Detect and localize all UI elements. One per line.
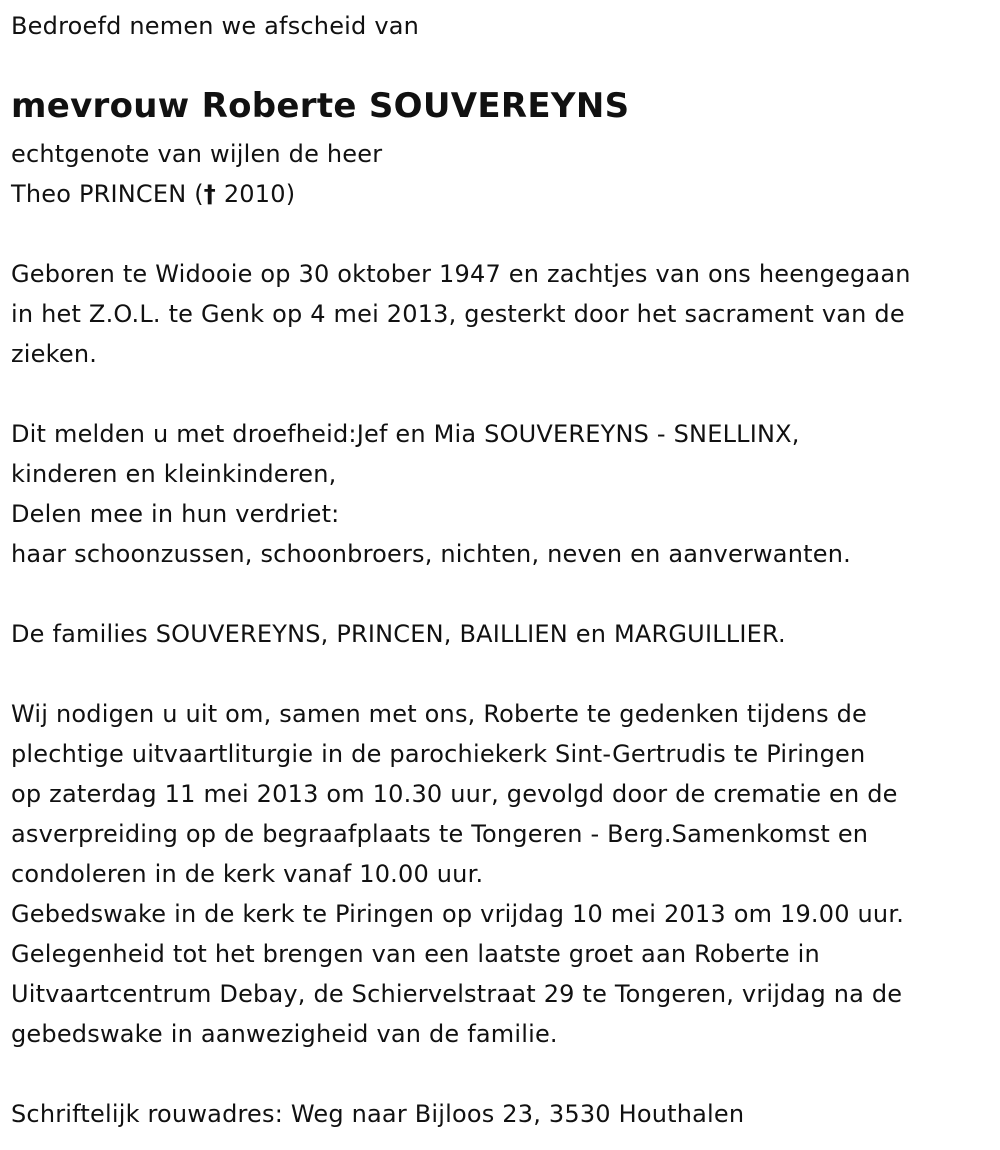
family-section — [11, 414, 851, 574]
mourning-address: Schriftelijk rouwadres: Weg naar Bijloos 23, 3530 Houthalen — [11, 1100, 745, 1128]
invite-line: Gebedswake in de kerk te Piringen op vrijdag 10 mei 2013 om 19.00 uur. — [11, 900, 905, 928]
invite-line: Wij nodigen u uit om, samen met ons, Roberte te gedenken tijdens de — [11, 700, 868, 728]
family-line: haar schoonzussen, schoonbroers, nichten, neven en aanverwanten. — [11, 540, 851, 568]
spouse-name: Theo PRINCEN ( — [11, 180, 204, 208]
spouse-name-line — [11, 174, 382, 214]
invite-line: op zaterdag 11 mei 2013 om 10.30 uur, gevolgd door de crematie en de — [11, 780, 898, 808]
invite-line: asverpreiding op de begraafplaats te Tongeren - Berg.Samenkomst en — [11, 820, 869, 848]
family-line: Delen mee in hun verdriet: — [11, 500, 340, 528]
invite-line: Gelegenheid tot het brengen van een laatste groet aan Roberte in — [11, 940, 820, 968]
invitation-section — [11, 694, 904, 1054]
families-section — [11, 614, 786, 654]
birth-line: Geboren te Widooie op 30 oktober 1947 en zachtjes van ons heengegaan — [11, 260, 911, 288]
invite-line: condoleren in de kerk vanaf 10.00 uur. — [11, 860, 484, 888]
spouse-line: echtgenote van wijlen de heer — [11, 140, 383, 168]
intro-text: Bedroefd nemen we afscheid van — [11, 12, 420, 40]
birth-line: zieken. — [11, 340, 98, 368]
spouse-death-year: 2010) — [216, 180, 296, 208]
birth-line: in het Z.O.L. te Genk op 4 mei 2013, gesterkt door het sacrament van de — [11, 300, 905, 328]
address-section — [11, 1094, 744, 1134]
invite-line: plechtige uitvaartliturgie in de parochiekerk Sint-Gertrudis te Piringen — [11, 740, 866, 768]
cross-icon: † — [203, 180, 216, 208]
spouse-section — [11, 134, 382, 214]
families-line: De families SOUVEREYNS, PRINCEN, BAILLIEN en MARGUILLIER. — [11, 620, 786, 648]
invite-line: gebedswake in aanwezigheid van de familie. — [11, 1020, 558, 1048]
birth-section — [11, 254, 911, 374]
family-line: kinderen en kleinkinderen, — [11, 460, 337, 488]
family-line: Dit melden u met droefheid:Jef en Mia SOUVEREYNS - SNELLINX, — [11, 420, 800, 448]
invite-line: Uitvaartcentrum Debay, de Schiervelstraat 29 te Tongeren, vrijdag na de — [11, 980, 903, 1008]
deceased-name: mevrouw Roberte SOUVEREYNS — [11, 86, 630, 126]
